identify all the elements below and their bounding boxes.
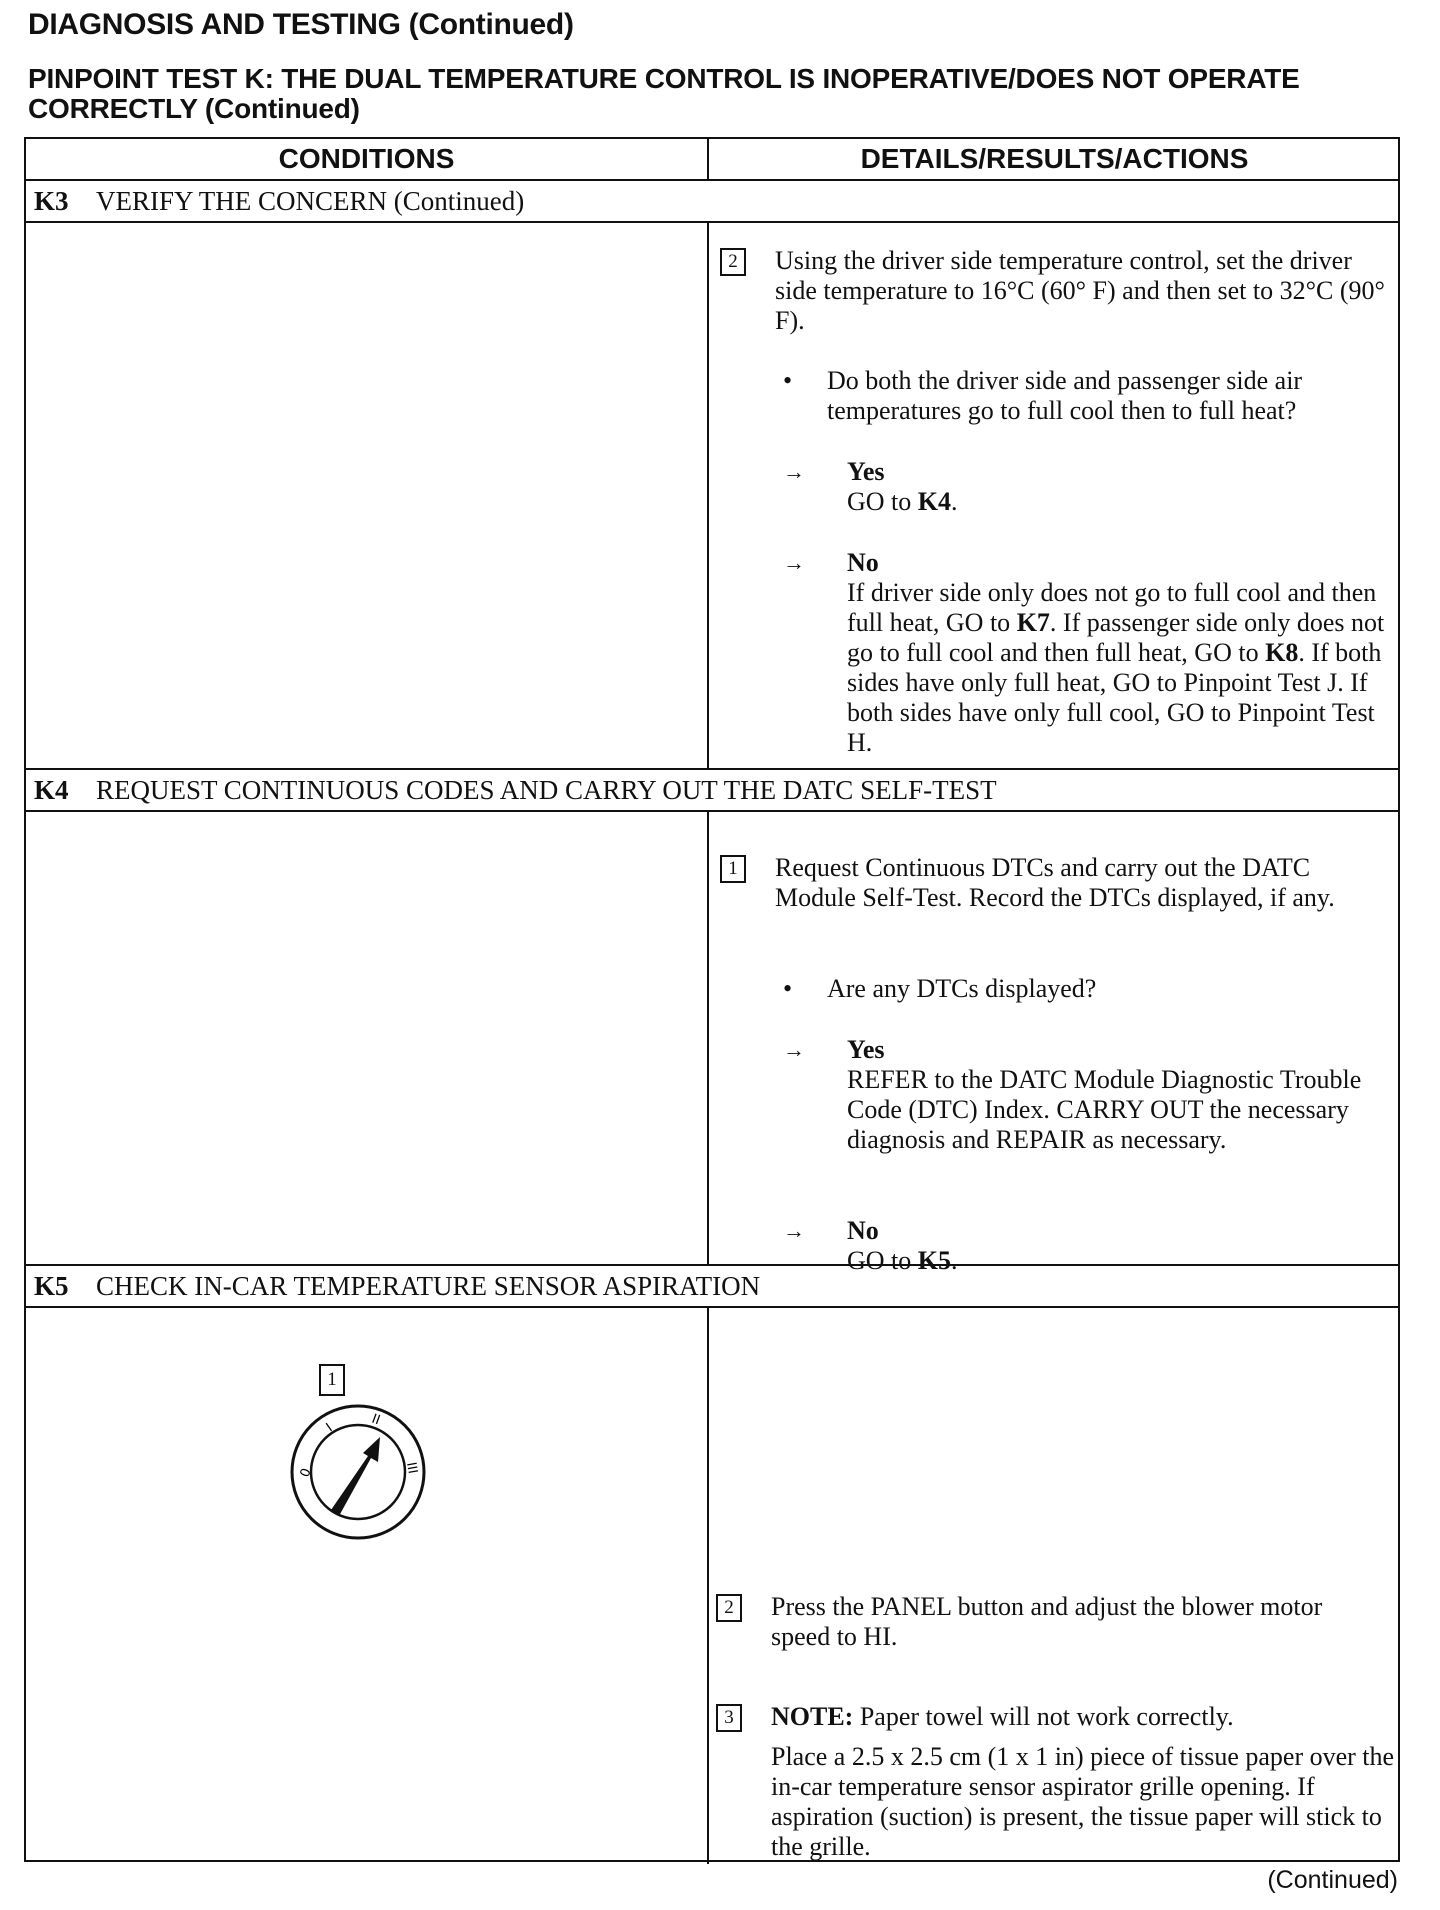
yes-label: Yes [847, 1035, 885, 1064]
arrow-icon: → [783, 1037, 805, 1062]
k5-id: K5 [34, 1271, 69, 1301]
k3-yes-result: → Yes GO to K4. [783, 457, 958, 516]
k5-step-3 [716, 1702, 1396, 1862]
arrow-icon: → [783, 550, 805, 575]
k5-step-3-text: Place a 2.5 x 2.5 cm (1 x 1 in) piece of tissue paper over the in-car temperature sensor aspirator grille opening. If aspiration (suction) is present, the tissue paper will stick to the grille. [771, 1742, 1395, 1861]
column-divider [707, 812, 709, 1264]
yes-label: Yes [847, 457, 885, 486]
k3-no-ref-2: K8 [1265, 638, 1299, 667]
k4-step-text: Request Continuous DTCs and carry out the DATC Module Self-Test. Record the DTCs displayed, if any. [775, 853, 1335, 912]
knob-label-2: II [369, 1411, 382, 1429]
k4-title: REQUEST CONTINUOUS CODES AND CARRY OUT THE DATC SELF-TEST [96, 775, 997, 805]
continued-footer: (Continued) [1267, 1866, 1398, 1894]
k4-step [720, 853, 1390, 913]
k3-title: VERIFY THE CONCERN (Continued) [96, 186, 525, 216]
k3-no-result: → No If driver side only does not go to full cool and then full heat, GO to K7. If passenger side only does not go to full cool and then full heat, GO to K8. If both sides have only full heat, GO to Pinpoint Test J. If both sides have only full cool, GO to Pinpoint Test H. [783, 548, 1385, 757]
conditions-header: CONDITIONS [278, 143, 455, 174]
column-divider [707, 139, 709, 179]
knob-label-3: III [403, 1461, 420, 1476]
pinpoint-test-title: PINPOINT TEST K: THE DUAL TEMPERATURE CONTROL IS INOPERATIVE/DOES NOT OPERATE CORRECTLY (Continued) [28, 63, 1300, 124]
page-title: DIAGNOSIS AND TESTING (Continued) [28, 8, 574, 41]
k3-no-ref-1: K7 [1016, 608, 1050, 637]
step-number-box: 2 [716, 1594, 742, 1622]
k5-note: NOTE: Paper towel will not work correctly. [771, 1702, 1234, 1731]
step-number-box: 2 [720, 248, 746, 276]
k5-step-2-text: Press the PANEL button and adjust the blower motor speed to HI. [771, 1592, 1323, 1651]
note-label: NOTE: [771, 1702, 854, 1731]
arrow-icon: → [783, 459, 805, 484]
details-header: DETAILS/RESULTS/ACTIONS [860, 143, 1249, 174]
blower-switch-knob-figure [288, 1400, 428, 1540]
step-number-box: 3 [716, 1704, 742, 1732]
k3-section-header [26, 181, 1398, 221]
k4-yes-text: REFER to the DATC Module Diagnostic Trouble Code (DTC) Index. CARRY OUT the necessary diagnosis and REPAIR as necessary. [847, 1065, 1362, 1154]
bullet-icon: • [783, 366, 793, 395]
k4-no-ref: K5 [917, 1246, 952, 1275]
no-label: No [847, 548, 879, 577]
knob-label-1: I [323, 1420, 336, 1436]
row-divider [26, 221, 1398, 223]
k3-question-text: Do both the driver side and passenger side air temperatures go to full cool then to full heat? [827, 366, 1303, 425]
k4-id: K4 [34, 775, 69, 805]
k4-section-header [26, 770, 1398, 810]
k4-yes-result [783, 1035, 1383, 1155]
figure-number-box: 1 [319, 1364, 345, 1396]
k3-question [783, 366, 1383, 426]
k5-step-2 [716, 1592, 1356, 1652]
k3-step [720, 246, 1390, 336]
k4-question-text: Are any DTCs displayed? [827, 974, 1097, 1003]
row-divider [26, 1306, 1398, 1308]
knob-pointer-arrow [331, 1437, 380, 1516]
step-number-box: 1 [720, 855, 746, 883]
k4-no-result: → No GO to K5. [783, 1216, 958, 1275]
row-divider [26, 810, 1398, 812]
k3-id: K3 [34, 186, 69, 216]
no-label: No [847, 1216, 879, 1245]
k4-question [783, 974, 1383, 1004]
k5-title: CHECK IN-CAR TEMPERATURE SENSOR ASPIRATION [96, 1271, 761, 1301]
arrow-icon: → [783, 1218, 805, 1243]
knob-label-0: 0 [297, 1466, 315, 1480]
column-divider [707, 1308, 709, 1864]
k3-yes-ref: K4 [917, 487, 952, 516]
k3-step-text: Using the driver side temperature control, set the driver side temperature to 16°C (60° F) and then set to 32°C (90° F). [775, 246, 1385, 335]
bullet-icon: • [783, 974, 793, 1003]
column-divider [707, 223, 709, 768]
